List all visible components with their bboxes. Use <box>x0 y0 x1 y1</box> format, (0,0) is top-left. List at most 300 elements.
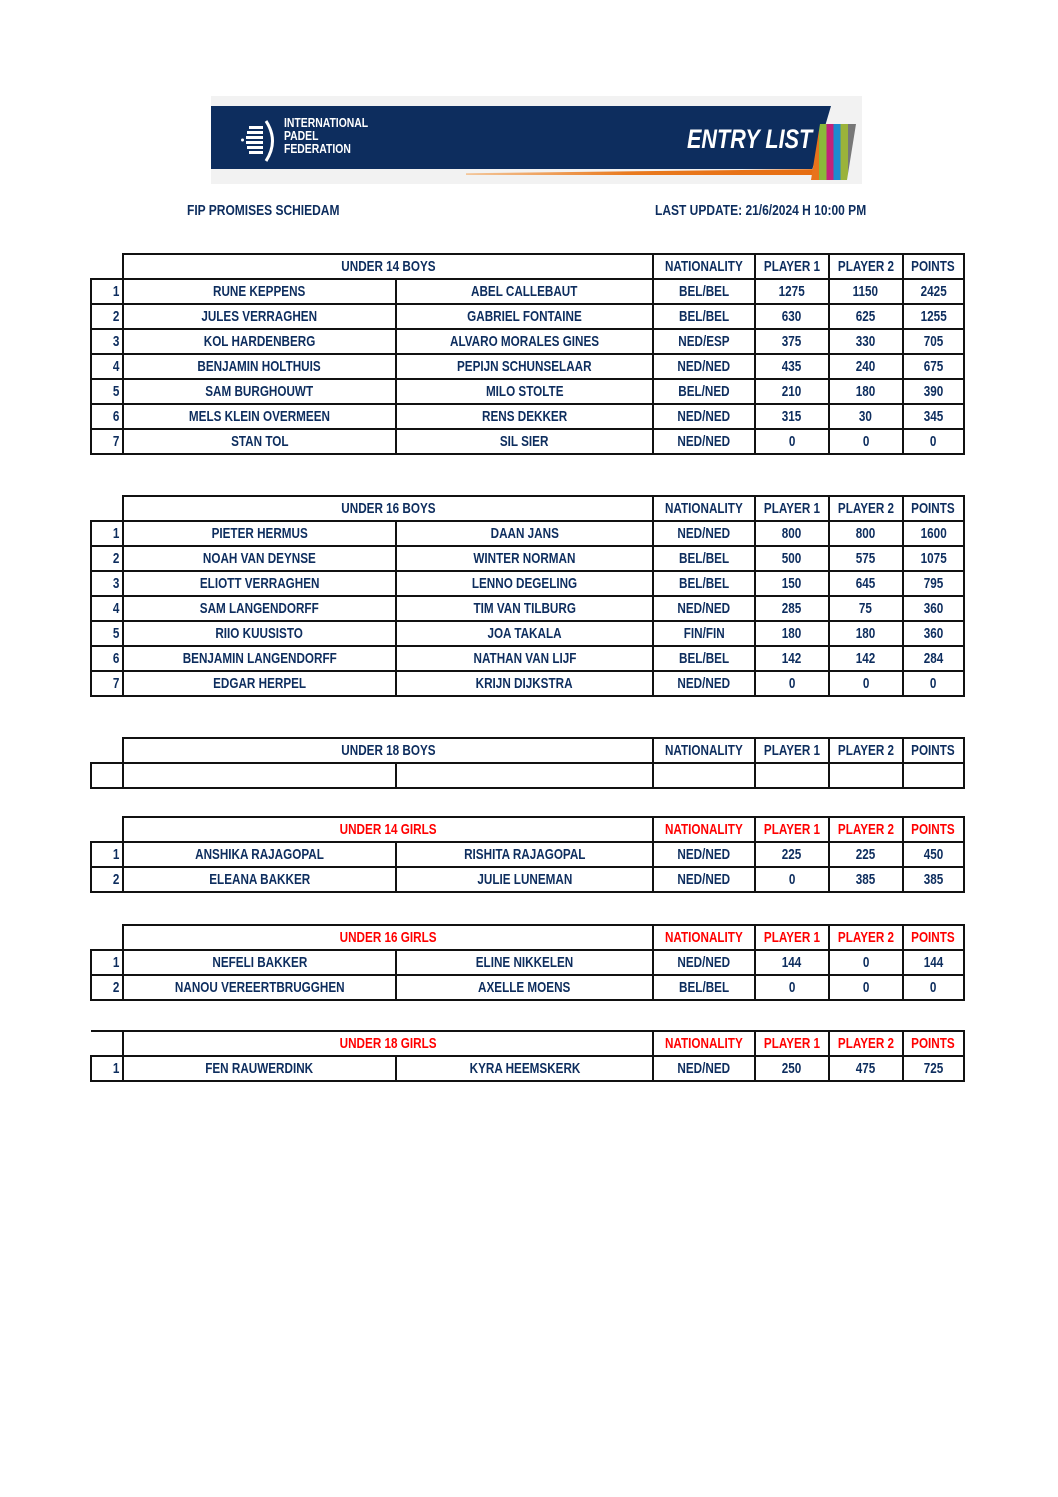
player1-points-text: 0 <box>788 675 795 692</box>
nationality <box>653 671 755 696</box>
header-blank <box>91 254 123 279</box>
player1-points <box>755 621 829 646</box>
header-blank <box>91 738 123 763</box>
player2-points-text: 30 <box>859 408 873 425</box>
player2-name <box>396 950 653 975</box>
total-points <box>903 279 964 304</box>
player2-points <box>829 379 903 404</box>
player1-points <box>755 354 829 379</box>
rank-text: 5 <box>112 383 120 400</box>
header-points-text: POINTS <box>911 821 955 838</box>
nationality <box>653 867 755 892</box>
header-player2-text: PLAYER 2 <box>837 1035 894 1052</box>
total-points <box>903 621 964 646</box>
header-player1 <box>755 1031 829 1056</box>
table-row <box>91 646 964 671</box>
player1-points-text: 500 <box>781 550 802 567</box>
player1-points <box>755 671 829 696</box>
player2-name-text: MILO STOLTE <box>485 383 564 400</box>
player1-name-text: JULES VERRAGHEN <box>201 308 318 325</box>
table-row <box>91 571 964 596</box>
player2-name <box>396 975 653 1000</box>
player1-points <box>755 1056 829 1081</box>
player2-name-text: NATHAN VAN LIJF <box>473 650 576 667</box>
category-title <box>123 738 653 763</box>
total-points-text: 2425 <box>920 283 947 300</box>
rank-text: 1 <box>112 1060 120 1077</box>
player2-name-text: KRIJN DIJKSTRA <box>476 675 573 692</box>
player1-name <box>123 279 396 304</box>
rank-text: 5 <box>112 625 120 642</box>
player2-name-text: KYRA HEEMSKERK <box>469 1060 580 1077</box>
player1-name <box>123 329 396 354</box>
entry-table-under-18-boys <box>90 737 965 789</box>
player1-points <box>755 404 829 429</box>
player2-points <box>829 546 903 571</box>
player1-name <box>123 646 396 671</box>
rank <box>91 379 123 404</box>
player2-name-text: GABRIEL FONTAINE <box>467 308 582 325</box>
player2-name <box>396 279 653 304</box>
header-player2-text: PLAYER 2 <box>837 500 894 517</box>
category-title-text: UNDER 16 BOYS <box>340 500 436 517</box>
player2-points-text: 180 <box>855 625 876 642</box>
player2-points <box>829 950 903 975</box>
nationality-text: NED/NED <box>677 525 731 542</box>
header-player2-text: PLAYER 2 <box>837 821 894 838</box>
nationality-text: BEL/BEL <box>678 283 729 300</box>
player2-name <box>396 671 653 696</box>
total-points <box>903 763 964 788</box>
player1-points <box>755 596 829 621</box>
nationality <box>653 521 755 546</box>
player1-name-text: NOAH VAN DEYNSE <box>203 550 316 567</box>
player2-points-text: 625 <box>855 308 876 325</box>
nationality-text: NED/NED <box>677 871 731 888</box>
player1-name-text: PIETER HERMUS <box>211 525 308 542</box>
table-row <box>91 279 964 304</box>
rank-text: 3 <box>112 333 120 350</box>
player1-name <box>123 621 396 646</box>
table-row <box>91 621 964 646</box>
nationality-text: NED/NED <box>677 433 731 450</box>
player1-name <box>123 867 396 892</box>
header-player1 <box>755 925 829 950</box>
player1-name-text: BENJAMIN HOLTHUIS <box>197 358 322 375</box>
header-nationality <box>653 496 755 521</box>
header-player2 <box>829 254 903 279</box>
header-player2 <box>829 817 903 842</box>
player1-points-text: 0 <box>788 433 795 450</box>
rank <box>91 1056 123 1081</box>
player1-points-text: 150 <box>781 575 802 592</box>
player2-name <box>396 521 653 546</box>
player1-name <box>123 763 396 788</box>
nationality <box>653 546 755 571</box>
player2-name-text: JULIE LUNEMAN <box>477 871 572 888</box>
nationality-text: BEL/BEL <box>678 308 729 325</box>
total-points <box>903 867 964 892</box>
header-player2-text: PLAYER 2 <box>837 929 894 946</box>
player1-points <box>755 842 829 867</box>
player1-points-text: 1275 <box>778 283 805 300</box>
total-points-text: 284 <box>923 650 943 667</box>
header-points <box>903 1031 964 1056</box>
header-points <box>903 496 964 521</box>
player1-points-text: 315 <box>781 408 802 425</box>
player1-points <box>755 429 829 454</box>
header-blank <box>91 496 123 521</box>
player1-name <box>123 429 396 454</box>
header-nationality <box>653 925 755 950</box>
rank <box>91 621 123 646</box>
rank-text: 1 <box>112 525 120 542</box>
player1-points <box>755 867 829 892</box>
header-nationality-text: NATIONALITY <box>664 500 743 517</box>
player2-name <box>396 596 653 621</box>
total-points <box>903 671 964 696</box>
nationality <box>653 279 755 304</box>
header-points-text: POINTS <box>911 500 955 517</box>
player2-points <box>829 621 903 646</box>
rank <box>91 429 123 454</box>
player2-points <box>829 763 903 788</box>
player1-name <box>123 571 396 596</box>
header-points-text: POINTS <box>911 258 955 275</box>
player2-points <box>829 429 903 454</box>
player2-points <box>829 354 903 379</box>
table-row <box>91 546 964 571</box>
player1-points <box>755 329 829 354</box>
rank <box>91 842 123 867</box>
nationality <box>653 950 755 975</box>
player2-name <box>396 379 653 404</box>
header-player1-text: PLAYER 1 <box>763 742 820 759</box>
player1-points <box>755 646 829 671</box>
player1-name <box>123 304 396 329</box>
rank-text: 2 <box>112 979 120 996</box>
header-blank <box>91 817 123 842</box>
total-points <box>903 975 964 1000</box>
header-player2-text: PLAYER 2 <box>837 258 894 275</box>
player1-name <box>123 1056 396 1081</box>
category-title-text: UNDER 14 BOYS <box>340 258 436 275</box>
header-nationality-text: NATIONALITY <box>664 742 743 759</box>
player2-points-text: 0 <box>862 675 869 692</box>
total-points-text: 450 <box>923 846 943 863</box>
total-points <box>903 571 964 596</box>
logo-line: INTERNATIONAL <box>284 115 369 130</box>
nationality <box>653 842 755 867</box>
player2-points-text: 385 <box>855 871 876 888</box>
table-header-row <box>91 738 964 763</box>
player2-points-text: 575 <box>855 550 876 567</box>
player2-points-text: 225 <box>855 846 876 863</box>
total-points <box>903 429 964 454</box>
table-header-row <box>91 925 964 950</box>
table-row <box>91 304 964 329</box>
rank-text: 3 <box>112 575 120 592</box>
player2-points-text: 75 <box>859 600 873 617</box>
total-points-text: 360 <box>923 625 943 642</box>
header-blank <box>91 925 123 950</box>
header-player2 <box>829 496 903 521</box>
nationality-text: NED/NED <box>677 954 731 971</box>
entry-table-under-16-boys <box>90 495 965 697</box>
total-points-text: 725 <box>923 1060 943 1077</box>
rank-text: 2 <box>112 550 120 567</box>
table-header-row <box>91 1031 964 1056</box>
player1-name-text: MELS KLEIN OVERMEEN <box>188 408 331 425</box>
rank <box>91 975 123 1000</box>
total-points-text: 390 <box>923 383 943 400</box>
header-points-text: POINTS <box>911 1035 955 1052</box>
logo-line: PADEL <box>284 128 319 143</box>
player1-name <box>123 842 396 867</box>
table-row <box>91 1056 964 1081</box>
rank <box>91 950 123 975</box>
rank <box>91 763 123 788</box>
player1-name <box>123 671 396 696</box>
player1-points-text: 285 <box>781 600 802 617</box>
header-player2 <box>829 925 903 950</box>
category-title <box>123 254 653 279</box>
player2-name <box>396 304 653 329</box>
nationality-text: NED/NED <box>677 846 731 863</box>
total-points <box>903 950 964 975</box>
nationality <box>653 763 755 788</box>
header-nationality <box>653 817 755 842</box>
nationality <box>653 646 755 671</box>
category-title <box>123 925 653 950</box>
player1-name-text: NEFELI BAKKER <box>212 954 307 971</box>
nationality-text: NED/NED <box>677 675 731 692</box>
table-row <box>91 867 964 892</box>
category-title-text: UNDER 18 GIRLS <box>339 1035 437 1052</box>
header-nationality <box>653 738 755 763</box>
player2-name <box>396 621 653 646</box>
rank <box>91 354 123 379</box>
player1-points-text: 375 <box>781 333 802 350</box>
rank-text: 4 <box>112 358 120 375</box>
table-row <box>91 521 964 546</box>
nationality <box>653 304 755 329</box>
player2-points <box>829 304 903 329</box>
player2-points <box>829 596 903 621</box>
fip-logo-icon <box>241 118 277 164</box>
player2-name <box>396 646 653 671</box>
logo-line: FEDERATION <box>284 141 351 156</box>
event-name: FIP PROMISES SCHIEDAM <box>187 202 340 219</box>
player1-points <box>755 521 829 546</box>
nationality-text: NED/NED <box>677 600 731 617</box>
nationality-text: NED/NED <box>677 408 731 425</box>
player2-name <box>396 867 653 892</box>
player2-points-text: 330 <box>855 333 876 350</box>
header-player1-text: PLAYER 1 <box>763 929 820 946</box>
total-points-text: 360 <box>923 600 943 617</box>
rank <box>91 867 123 892</box>
rank <box>91 329 123 354</box>
rank-text: 1 <box>112 846 120 863</box>
player2-name <box>396 571 653 596</box>
player1-name-text: RIIO KUUSISTO <box>215 625 304 642</box>
nationality-text: BEL/BEL <box>678 650 729 667</box>
header-player1-text: PLAYER 1 <box>763 258 820 275</box>
category-title <box>123 496 653 521</box>
player1-name-text: ELIOTT VERRAGHEN <box>199 575 320 592</box>
category-title-text: UNDER 16 GIRLS <box>339 929 437 946</box>
nationality <box>653 975 755 1000</box>
player2-name <box>396 1056 653 1081</box>
nationality-text: FIN/FIN <box>683 625 725 642</box>
player2-name-text: ABEL CALLEBAUT <box>471 283 578 300</box>
total-points-text: 1255 <box>920 308 947 325</box>
rank-text: 7 <box>112 433 120 450</box>
entry-table-under-16-girls <box>90 924 965 1001</box>
player1-name-text: SAM LANGENDORFF <box>200 600 319 617</box>
player1-points-text: 144 <box>781 954 802 971</box>
player1-points <box>755 571 829 596</box>
nationality <box>653 596 755 621</box>
player1-points-text: 800 <box>781 525 802 542</box>
header-player1-text: PLAYER 1 <box>763 1035 820 1052</box>
rank <box>91 279 123 304</box>
player2-points-text: 0 <box>862 433 869 450</box>
player1-name-text: STAN TOL <box>230 433 289 450</box>
player1-points-text: 435 <box>781 358 802 375</box>
table-row <box>91 763 964 788</box>
header-points-text: POINTS <box>911 742 955 759</box>
rank <box>91 646 123 671</box>
fip-logo-text <box>284 116 368 155</box>
entry-table-under-18-girls <box>90 1030 965 1082</box>
nationality-text: BEL/NED <box>678 383 730 400</box>
total-points-text: 1600 <box>920 525 947 542</box>
player2-name <box>396 429 653 454</box>
total-points-text: 1075 <box>920 550 947 567</box>
player1-name-text: EDGAR HERPEL <box>213 675 306 692</box>
player1-points-text: 0 <box>788 871 795 888</box>
header-nationality <box>653 1031 755 1056</box>
rank <box>91 671 123 696</box>
nationality <box>653 429 755 454</box>
rank-text: 1 <box>112 283 120 300</box>
header-player1-text: PLAYER 1 <box>763 821 820 838</box>
nationality <box>653 329 755 354</box>
player1-points <box>755 279 829 304</box>
player1-points-text: 630 <box>781 308 802 325</box>
header-points <box>903 817 964 842</box>
player2-name-text: ALVARO MORALES GINES <box>449 333 600 350</box>
rank-text: 6 <box>112 650 120 667</box>
player2-name <box>396 763 653 788</box>
rank <box>91 304 123 329</box>
table-header-row <box>91 254 964 279</box>
header-nationality-text: NATIONALITY <box>664 1035 743 1052</box>
total-points <box>903 354 964 379</box>
rank-text: 2 <box>112 308 120 325</box>
player1-name <box>123 950 396 975</box>
player1-points-text: 250 <box>781 1060 802 1077</box>
player2-points <box>829 571 903 596</box>
header-player1 <box>755 496 829 521</box>
nationality <box>653 354 755 379</box>
rank <box>91 596 123 621</box>
player2-name-text: LENNO DEGELING <box>471 575 578 592</box>
player2-name <box>396 404 653 429</box>
total-points <box>903 521 964 546</box>
player1-name <box>123 975 396 1000</box>
player2-name-text: PEPIJN SCHUNSELAAR <box>457 358 592 375</box>
player2-points-text: 0 <box>862 979 869 996</box>
player1-name-text: NANOU VEREERTBRUGGHEN <box>174 979 345 996</box>
table-row <box>91 379 964 404</box>
table-header-row <box>91 496 964 521</box>
table-row <box>91 596 964 621</box>
nationality-text: NED/NED <box>677 1060 731 1077</box>
total-points-text: 675 <box>923 358 943 375</box>
category-title-text: UNDER 14 GIRLS <box>339 821 437 838</box>
table-row <box>91 842 964 867</box>
table-row <box>91 975 964 1000</box>
player1-name-text: SAM BURGHOUWT <box>205 383 314 400</box>
total-points-text: 345 <box>923 408 943 425</box>
nationality <box>653 571 755 596</box>
nationality-text: NED/NED <box>677 358 731 375</box>
total-points <box>903 329 964 354</box>
total-points-text: 144 <box>923 954 943 971</box>
player2-name-text: WINTER NORMAN <box>473 550 576 567</box>
player2-name <box>396 354 653 379</box>
nationality-text: NED/ESP <box>678 333 730 350</box>
player2-points-text: 800 <box>855 525 876 542</box>
player1-points <box>755 546 829 571</box>
fip-banner <box>211 96 862 184</box>
rank-text: 2 <box>112 871 120 888</box>
total-points-text: 705 <box>923 333 943 350</box>
header-player1 <box>755 254 829 279</box>
total-points <box>903 842 964 867</box>
player2-points <box>829 646 903 671</box>
total-points-text: 795 <box>923 575 943 592</box>
player2-points <box>829 867 903 892</box>
total-points-text: 0 <box>929 979 937 996</box>
player2-name-text: RENS DEKKER <box>481 408 568 425</box>
header-points <box>903 738 964 763</box>
player1-name-text: RUNE KEPPENS <box>213 283 306 300</box>
player2-name-text: TIM VAN TILBURG <box>473 600 576 617</box>
player2-points-text: 645 <box>855 575 876 592</box>
table-header-row <box>91 817 964 842</box>
nationality-text: BEL/BEL <box>678 979 729 996</box>
rank <box>91 521 123 546</box>
header-nationality-text: NATIONALITY <box>664 258 743 275</box>
total-points <box>903 304 964 329</box>
rank <box>91 571 123 596</box>
player1-name-text: BENJAMIN LANGENDORFF <box>182 650 337 667</box>
player1-points-text: 225 <box>781 846 802 863</box>
player1-name <box>123 521 396 546</box>
player2-name-text: RISHITA RAJAGOPAL <box>463 846 586 863</box>
player1-points <box>755 304 829 329</box>
table-row <box>91 950 964 975</box>
player2-name-text: JOA TAKALA <box>487 625 562 642</box>
table-row <box>91 354 964 379</box>
total-points-text: 385 <box>923 871 943 888</box>
player2-name-text: SIL SIER <box>500 433 549 450</box>
header-points <box>903 925 964 950</box>
